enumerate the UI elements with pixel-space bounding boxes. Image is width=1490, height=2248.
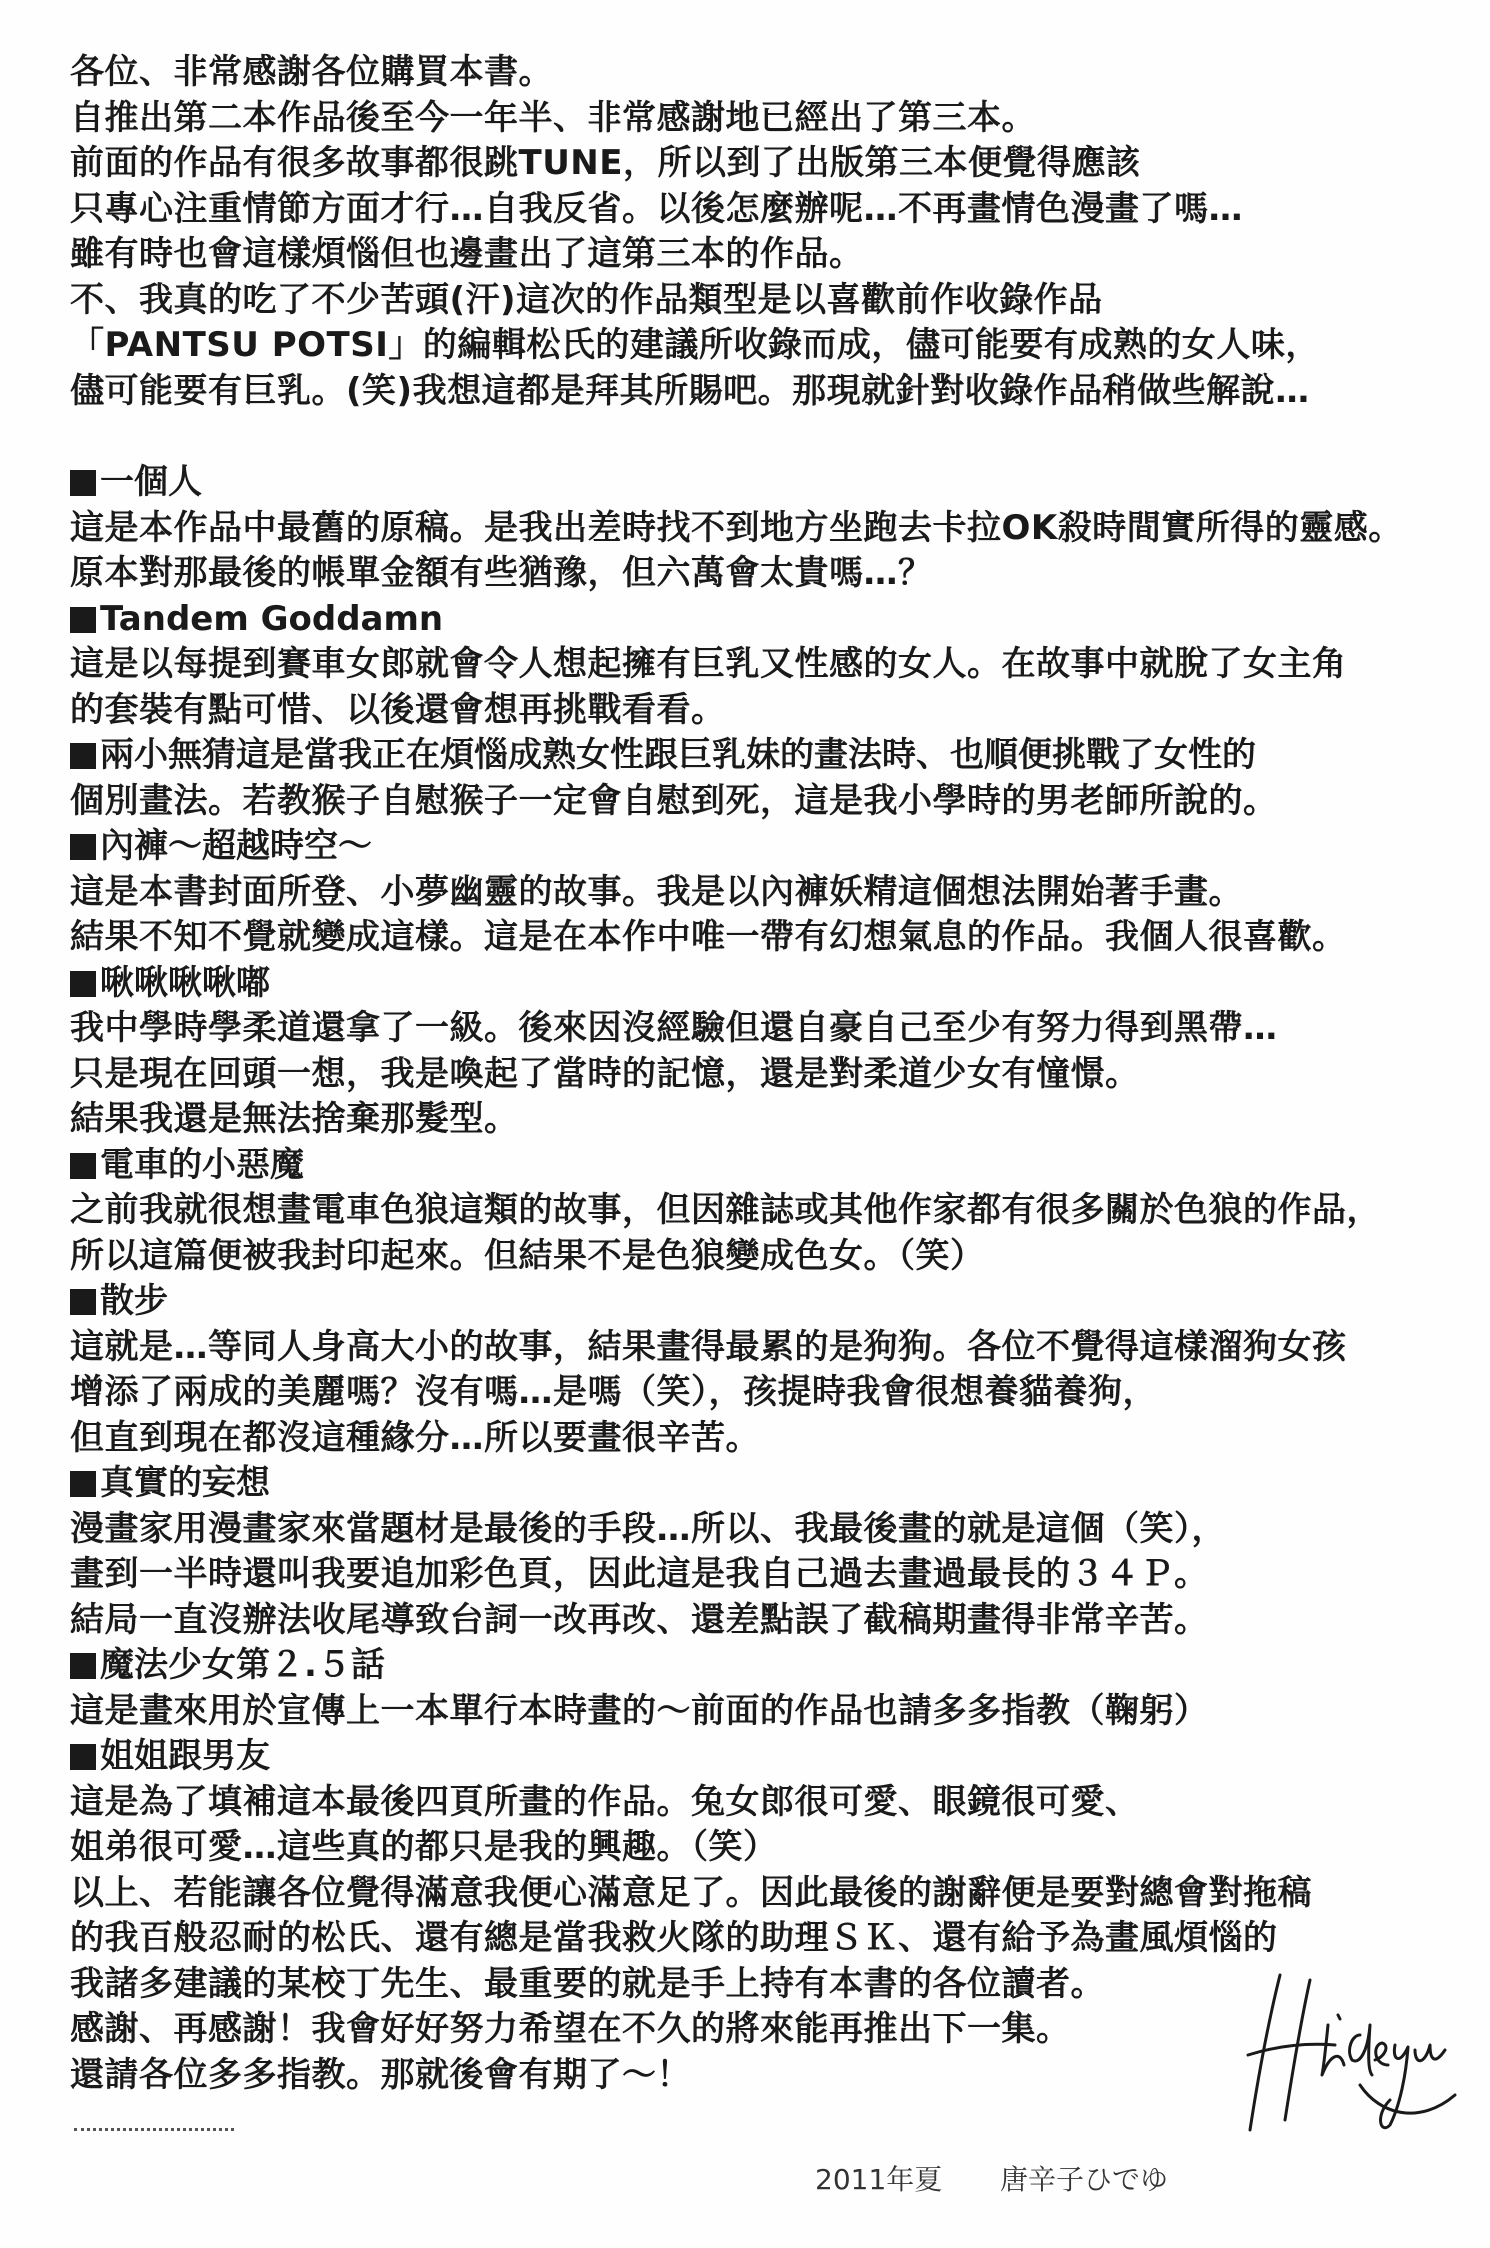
section-line: 這是為了填補這本最後四頁所畫的作品。兔女郎很可愛、眼鏡很可愛、 bbox=[70, 1781, 1140, 1822]
afterword-text bbox=[70, 50, 1460, 2098]
intro-line: 不、我真的吃了不少苦頭(汗)這次的作品類型是以喜歡前作收錄作品 bbox=[70, 279, 1103, 320]
footer-date: 2011年夏 bbox=[815, 2163, 943, 2196]
section-heading bbox=[70, 961, 1460, 1007]
intro-line: 雖有時也會這樣煩惱但也邊畫出了這第三本的作品。 bbox=[70, 234, 864, 274]
section-line: 這是本書封面所登、小夢幽靈的故事。我是以內褲妖精這個想法開始著手畫。 bbox=[70, 871, 1243, 912]
section-heading bbox=[70, 824, 1460, 870]
section-line: 結局一直沒辦法收尾導致台詞一改再改、還差點誤了截稿期畫得非常辛苦。 bbox=[70, 1599, 1209, 1640]
section-heading bbox=[70, 733, 1460, 779]
square-bullet-icon bbox=[70, 607, 96, 633]
section-heading bbox=[70, 1279, 1460, 1325]
intro-line: 各位、非常感謝各位購買本書。 bbox=[70, 52, 553, 92]
section-heading bbox=[70, 460, 1460, 506]
section-line: 只是現在回頭一想，我是喚起了當時的記憶，還是對柔道少女有憧憬。 bbox=[70, 1053, 1140, 1094]
footer-author: 唐辛子ひでゆ bbox=[1000, 2163, 1169, 2196]
section-line: 之前我就很想畫電車色狼這類的故事，但因雜誌或其他作家都有很多關於色狼的作品， bbox=[70, 1190, 1381, 1230]
intro-line: 只專心注重情節方面才行…自我反省。以後怎麼辦呢…不再畫情色漫畫了嗎… bbox=[70, 188, 1243, 229]
section-line: 姐弟很可愛…這些真的都只是我的興趣。（笑） bbox=[70, 1827, 778, 1867]
handwritten-signature bbox=[1240, 1965, 1470, 2145]
section-line: 畫到一半時還叫我要追加彩色頁，因此這是我自己過去畫過最長的３４Ｐ。 bbox=[70, 1554, 1209, 1594]
section-line: 個別畫法。若教猴子自慰猴子一定會自慰到死，這是我小學時的男老師所說的。 bbox=[70, 780, 1278, 821]
square-bullet-icon bbox=[70, 971, 96, 997]
section-heading bbox=[70, 597, 1460, 643]
section-title: 真實的妄想 bbox=[100, 1463, 270, 1503]
section-heading bbox=[70, 1143, 1460, 1189]
section-line: 還請各位多多指教。那就後會有期了～！ bbox=[70, 2054, 691, 2095]
intro-line: 前面的作品有很多故事都很跳TUNE，所以到了出版第三本便覺得應該 bbox=[70, 143, 1141, 183]
intro-line: 儘可能要有巨乳。(笑)我想這都是拜其所賜吧。那現就針對收錄作品稍做些解說… bbox=[70, 370, 1310, 411]
square-bullet-icon bbox=[70, 1744, 96, 1770]
square-bullet-icon bbox=[70, 1153, 96, 1179]
section-line: 以上、若能讓各位覺得滿意我便心滿意足了。因此最後的謝辭便是要對總會對拖稿 bbox=[70, 1872, 1312, 1913]
section-title: 魔法少女第２.５話 bbox=[100, 1645, 385, 1685]
square-bullet-icon bbox=[70, 1653, 96, 1679]
section-heading bbox=[70, 1461, 1460, 1507]
section-title: 內褲～超越時空～ bbox=[100, 826, 372, 866]
section-title: 啾啾啾啾嘟 bbox=[100, 962, 270, 1003]
section-line: 這是以每提到賽車女郎就會令人想起擁有巨乳又性感的女人。在故事中就脫了女主角 bbox=[70, 644, 1347, 684]
section-title: 電車的小惡魔 bbox=[100, 1144, 304, 1185]
section-line: 增添了兩成的美麗嗎？沒有嗎…是嗎（笑），孩提時我會很想養貓養狗， bbox=[70, 1372, 1157, 1412]
section-line: 的我百般忍耐的松氏、還有總是當我救火隊的助理ＳＫ、還有給予為畫風煩惱的 bbox=[70, 1918, 1278, 1958]
section-line: 結果不知不覺就變成這樣。這是在本作中唯一帶有幻想氣息的作品。我個人很喜歡。 bbox=[70, 917, 1347, 957]
paragraph-gap bbox=[70, 414, 1460, 460]
section-line: 所以這篇便被我封印起來。但結果不是色狼變成色女。（笑） bbox=[70, 1235, 985, 1276]
square-bullet-icon bbox=[70, 743, 96, 769]
square-bullet-icon bbox=[70, 470, 96, 496]
section-line: 的套裝有點可惜、以後還會想再挑戰看看。 bbox=[70, 689, 726, 730]
section-line: 我諸多建議的某校丁先生、最重要的就是手上持有本書的各位讀者。 bbox=[70, 1963, 1105, 2004]
section-heading bbox=[70, 1734, 1460, 1780]
section-line: 結果我還是無法捨棄那髮型。 bbox=[70, 1099, 519, 1139]
section-line: 這是本作品中最舊的原稿。是我出差時找不到地方坐跑去卡拉OK殺時間實所得的靈感。 bbox=[70, 507, 1403, 548]
section-title: 一個人 bbox=[100, 462, 202, 502]
section-title: Tandem Goddamn bbox=[100, 598, 444, 639]
square-bullet-icon bbox=[70, 1289, 96, 1315]
section-line: 這是畫來用於宣傳上一本單行本時畫的～前面的作品也請多多指教（鞠躬） bbox=[70, 1690, 1209, 1731]
section-title: 姐姐跟男友 bbox=[100, 1736, 270, 1776]
section-title: 兩小無猜這是當我正在煩惱成熟女性跟巨乳妹的畫法時、也順便挑戰了女性的 bbox=[100, 735, 1256, 775]
section-title: 散步 bbox=[100, 1281, 168, 1321]
section-heading bbox=[70, 1643, 1460, 1689]
section-line: 漫畫家用漫畫家來當題材是最後的手段…所以、我最後畫的就是這個（笑）， bbox=[70, 1508, 1226, 1549]
section-line: 原本對那最後的帳單金額有些猶豫，但六萬會太貴嗎…？ bbox=[70, 553, 933, 593]
intro-line: 「PANTSU POTSI」的編輯松氏的建議所收錄而成，儘可能要有成熟的女人味， bbox=[70, 325, 1320, 365]
section-line: 這就是…等同人身高大小的故事，結果畫得最累的是狗狗。各位不覺得這樣溜狗女孩 bbox=[70, 1326, 1347, 1367]
dotted-rule bbox=[74, 2128, 234, 2135]
section-line: 感謝、再感謝！我會好好努力希望在不久的將來能再推出下一集。 bbox=[70, 2009, 1071, 2049]
square-bullet-icon bbox=[70, 834, 96, 860]
section-line: 我中學時學柔道還拿了一級。後來因沒經驗但還自豪自己至少有努力得到黑帶… bbox=[70, 1008, 1278, 1048]
intro-line: 自推出第二本作品後至今一年半、非常感謝地已經出了第三本。 bbox=[70, 97, 1036, 138]
square-bullet-icon bbox=[70, 1471, 96, 1497]
section-line: 但直到現在都沒這種緣分…所以要畫很辛苦。 bbox=[70, 1417, 760, 1458]
